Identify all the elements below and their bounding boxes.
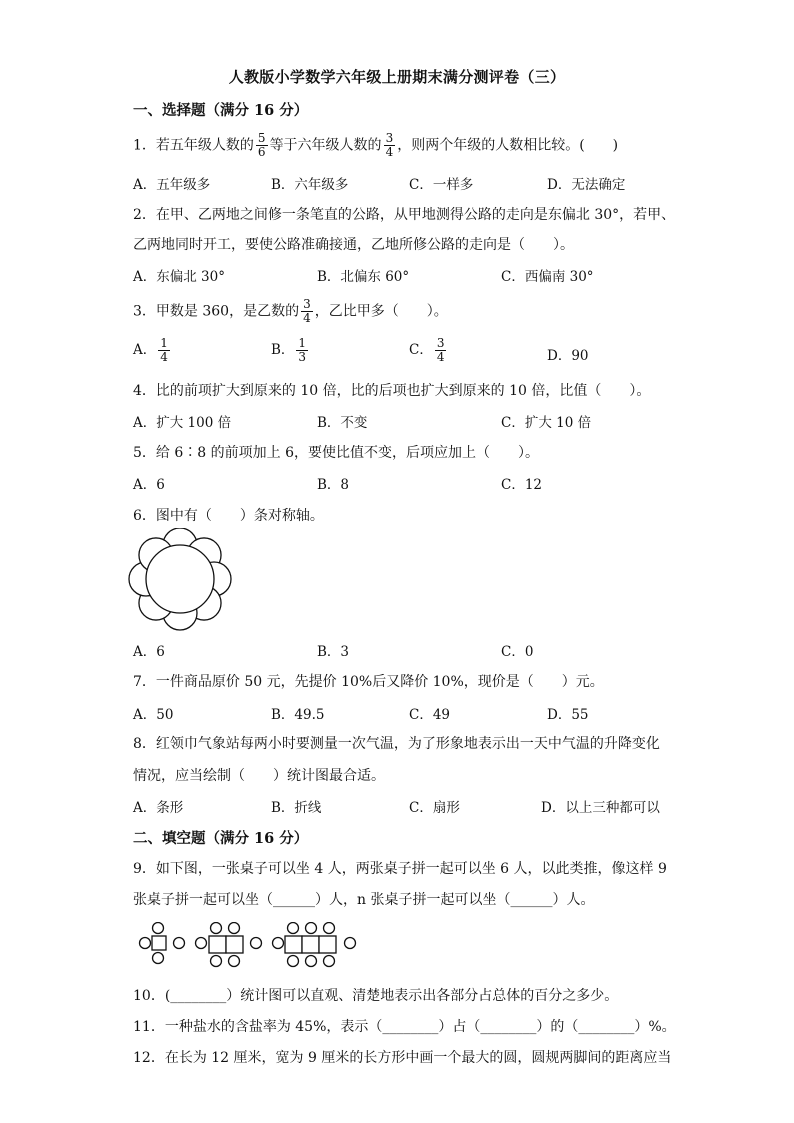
question-9-line-1: 9．如下图，一张桌子可以坐 4 人，两张桌子拼一起可以坐 6 人，以此类推，像这样 9 [133,861,667,877]
question-1-text-mid: 等于六年级人数的 [269,137,382,154]
question-3-option-a[interactable]: A． $\frac{1}{4}$ [133,336,168,364]
seat-circle [324,956,335,967]
seat-circle [251,938,262,949]
question-7: 7．一件商品原价 50 元，先提价 10%后又降价 10%，现价是（ ）元。 [133,674,604,690]
question-3 [133,298,448,325]
question-3-option-d[interactable]: D．90 [547,348,589,364]
question-1-text-pre: 1．若五年级人数的 [133,137,254,154]
page-title: 人教版小学数学六年级上册期末满分测评卷（三） [228,68,566,86]
seat-circle [306,956,317,967]
question-6-option-a[interactable]: A．6 [133,644,165,660]
flower-figure [128,528,232,632]
question-5: 5．给 6∶8 的前项加上 6，要使比值不变，后项应加上（ ）。 [133,445,539,461]
seat-circle [174,938,185,949]
question-7-option-a[interactable]: A．50 [133,707,174,723]
question-4-option-b[interactable]: B．不变 [317,415,368,431]
question-2-option-a[interactable]: A．东偏北 30° [133,269,225,285]
fraction: $\frac{3}{4}$ [385,131,394,159]
question-1-option-b[interactable]: B．六年级多 [271,177,349,193]
seat-circle [324,923,335,934]
seat-circle [229,956,240,967]
section-heading-fill-in: 二、填空题（满分 16 分） [133,830,309,847]
table-square [285,936,302,953]
question-6-option-b[interactable]: B．3 [317,644,350,660]
question-1-option-a[interactable]: A．五年级多 [133,177,211,193]
question-8-line-2: 情况，应当绘制（ ）统计图最合适。 [133,768,385,784]
question-7-option-c[interactable]: C．49 [409,707,451,723]
tables-figure [138,922,363,970]
table-group-2 [196,923,262,967]
question-2-line-1: 2．在甲、乙两地之间修一条笔直的公路，从甲地测得公路的走向是东偏北 30°，若甲、 [133,207,676,223]
fraction: $\frac{5}{6}$ [257,131,266,159]
question-4-option-c[interactable]: C．扩大 10 倍 [501,415,592,431]
table-square [226,936,243,953]
question-8-line-1: 8．红领巾气象站每两小时要测量一次气温，为了形象地表示出一天中气温的升降变化 [133,736,660,752]
question-7-option-d[interactable]: D．55 [547,707,589,723]
fraction: $\frac{3}{4}$ [303,297,311,325]
question-1-option-c[interactable]: C．一样多 [409,177,474,193]
seat-circle [211,923,222,934]
question-9-line-2: 张桌子拼一起可以坐（______）人，n 张桌子拼一起可以坐（______）人。 [133,892,595,908]
seat-circle [288,923,299,934]
question-6-option-c[interactable]: C．0 [501,644,534,660]
seat-circle [306,923,317,934]
question-1 [133,132,618,159]
question-7-option-b[interactable]: B．49.5 [271,707,325,723]
question-8-option-d[interactable]: D．以上三种都可以 [541,800,660,816]
seat-circle [153,953,164,964]
seat-circle [196,938,207,949]
question-2-option-b[interactable]: B．北偏东 60° [317,269,410,285]
question-4-option-a[interactable]: A．扩大 100 倍 [133,415,232,431]
question-3-option-b[interactable]: B． $\frac{1}{3}$ [271,336,307,364]
seat-circle [153,923,164,934]
seat-circle [273,938,284,949]
question-10: 10．(________）统计图可以直观、清楚地表示出各部分占总体的百分之多少。 [133,988,619,1004]
question-5-option-b[interactable]: B．8 [317,477,350,493]
table-square [152,936,166,950]
question-12: 12．在长为 12 厘米，宽为 9 厘米的长方形中画一个最大的圆，圆规两脚间的距离应当 [133,1050,672,1066]
question-3-option-c[interactable]: C． $\frac{3}{4}$ [409,336,445,364]
question-4: 4．比的前项扩大到原来的 10 倍，比的后项也扩大到原来的 10 倍，比值（ ）。 [133,383,651,399]
fraction: $\frac{1}{3}$ [298,336,307,364]
seat-circle [211,956,222,967]
question-5-option-a[interactable]: A．6 [133,477,165,493]
flower-center-circle [146,545,214,613]
question-5-option-c[interactable]: C．12 [501,477,543,493]
question-2-option-c[interactable]: C．西偏南 30° [501,269,594,285]
table-square [319,936,336,953]
question-3-text-post: ，乙比甲多（ ）。 [314,303,448,320]
question-1-text-post: ，则两个年级的人数相比较。( ) [397,137,619,154]
question-8-option-c[interactable]: C．扇形 [409,800,460,816]
fraction: $\frac{3}{4}$ [436,336,445,364]
question-3-text-pre: 3．甲数是 360，是乙数的 [133,303,300,320]
question-1-option-d[interactable]: D．无法确定 [547,177,626,193]
seat-circle [288,956,299,967]
table-group-1 [140,923,185,964]
seat-circle [140,938,151,949]
question-8-option-b[interactable]: B．折线 [271,800,322,816]
question-2-line-2: 乙两地同时开工，要使公路准确接通，乙地所修公路的走向是（ ）。 [133,237,574,253]
seat-circle [229,923,240,934]
fraction: $\frac{1}{4}$ [160,336,168,364]
table-group-3 [273,923,356,967]
section-heading-choice: 一、选择题（满分 16 分） [133,102,309,119]
question-11: 11．一种盐水的含盐率为 45%，表示（________）占（________）的（________）%。 [133,1019,676,1035]
seat-circle [345,938,356,949]
table-square [209,936,226,953]
question-8-option-a[interactable]: A．条形 [133,800,184,816]
table-square [302,936,319,953]
question-6: 6．图中有（ ）条对称轴。 [133,508,324,524]
